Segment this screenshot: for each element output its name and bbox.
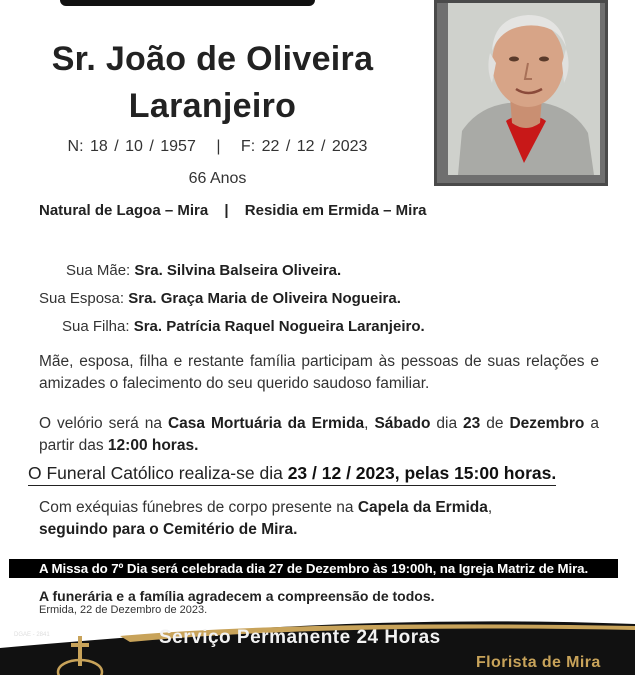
wake-day: Sábado xyxy=(374,415,431,432)
relative-wife xyxy=(39,290,401,307)
portrait-frame xyxy=(434,0,608,186)
florist-name: Florista de Mira xyxy=(476,654,601,671)
wake-text: a partir das xyxy=(39,415,599,454)
announcement-paragraph: Mãe, esposa, filha e restante família participam às pessoas de suas relações e amizades o falecimento do seu querido saudoso familiar. xyxy=(39,353,599,392)
residence: Residia em Ermida – Mira xyxy=(244,202,427,219)
exequies-paragraph xyxy=(39,497,599,541)
date-separator: | xyxy=(216,138,221,155)
thanks-line: A funerária e a família agradecem a compreensão de todos. xyxy=(39,588,435,604)
funeral-line xyxy=(28,463,556,486)
funeral-cross-emblem-icon xyxy=(50,632,110,675)
footer xyxy=(0,618,635,675)
portrait-photo xyxy=(448,3,600,175)
exequies-chapel: Capela da Ermida xyxy=(357,499,488,516)
top-decorative-bar xyxy=(60,0,315,6)
origin-line xyxy=(39,202,427,219)
wake-month: Dezembro xyxy=(509,415,585,432)
mass-banner: A Missa do 7º Dia será celebrada dia 27 de Dezembro às 19:00h, na Igreja Matriz de Mira. xyxy=(9,559,618,578)
relative-role: Sua Filha: xyxy=(62,318,130,335)
service-slogan: Serviço Permanente 24 Horas xyxy=(159,627,441,648)
wake-place: Casa Mortuária da Ermida xyxy=(167,415,365,432)
relative-name: Sra. Graça Maria de Oliveira Nogueira. xyxy=(128,290,401,307)
wake-text: O velório será na xyxy=(39,415,168,432)
exequies-cemetery: seguindo para o Cemitério de Mira. xyxy=(39,521,298,538)
wake-paragraph xyxy=(39,413,599,457)
birth-date: N: 18 / 10 / 1957 xyxy=(67,138,196,155)
portrait-illustration xyxy=(448,3,600,175)
relative-daughter xyxy=(62,318,425,335)
exequies-text: Com exéquias fúnebres de corpo presente na xyxy=(39,499,358,516)
relative-mother xyxy=(66,262,341,279)
funeral-text: O Funeral Católico realiza-se dia xyxy=(28,463,288,483)
license-code: DGAE - 2841 xyxy=(14,632,50,638)
wake-date-day: 23 xyxy=(463,415,481,432)
age: 66 Anos xyxy=(188,170,247,187)
relative-name: Sra. Silvina Balseira Oliveira. xyxy=(134,262,342,279)
deceased-name-line1: Sr. João de Oliveira xyxy=(51,40,374,78)
deceased-name xyxy=(20,36,405,130)
wake-text: de xyxy=(480,415,510,432)
exequies-text: , xyxy=(487,499,493,516)
relative-name: Sra. Patrícia Raquel Nogueira Laranjeiro. xyxy=(133,318,425,335)
relative-role: Sua Esposa: xyxy=(39,290,125,307)
origin-separator: | xyxy=(224,202,229,219)
natural-of: Natural de Lagoa – Mira xyxy=(39,202,209,219)
deceased-name-line2: Laranjeiro xyxy=(128,87,297,125)
wake-text: , xyxy=(364,415,375,432)
relative-role: Sua Mãe: xyxy=(66,262,131,279)
life-dates xyxy=(0,138,435,156)
place-date: Ermida, 22 de Dezembro de 2023. xyxy=(39,604,208,616)
wake-text: dia xyxy=(430,415,464,432)
death-date: F: 22 / 12 / 2023 xyxy=(240,138,368,155)
wake-time: 12:00 horas. xyxy=(107,437,199,454)
funeral-details: 23 / 12 / 2023, pelas 15:00 horas. xyxy=(287,463,557,483)
